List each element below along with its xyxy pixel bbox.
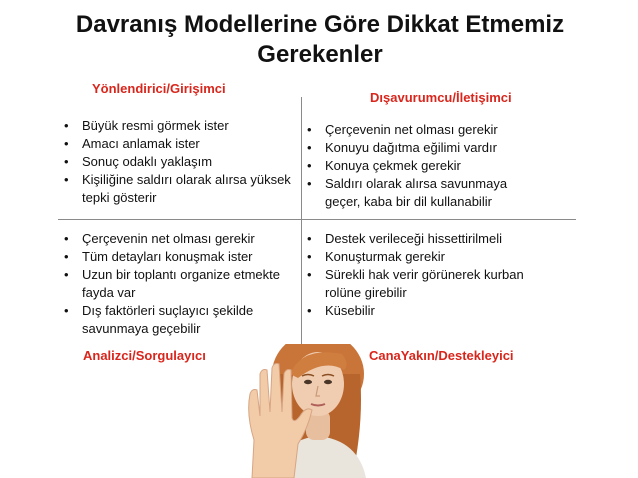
slide-title: Davranış Modellerine Göre Dikkat Etmemiz Gerekenler: [75, 11, 565, 68]
list-item: • Sürekli hak verir görünerek kurban rolüne girebilir: [303, 266, 535, 302]
list-item: • Dış faktörleri suçlayıcı şekilde savunmaya geçebilir: [60, 302, 296, 338]
woman-stop-hand-image: [232, 344, 372, 478]
label-bottom-right: CanaYakın/Destekleyici: [369, 348, 514, 363]
label-top-left: Yönlendirici/Girişimci: [92, 81, 226, 96]
list-item: • Amacı anlamak ister: [60, 135, 296, 153]
list-item: • Kişiliğine saldırı olarak alırsa yüksek tepki gösterir: [60, 171, 296, 207]
horizontal-divider: [58, 219, 576, 220]
list-item: • Uzun bir toplantı organize etmekte fayda var: [60, 266, 296, 302]
quadrant-bottom-right: [303, 230, 535, 320]
vertical-divider: [301, 97, 302, 344]
label-top-right: Dışavurumcu/İletişimci: [370, 90, 512, 105]
quadrant-bottom-left: [60, 230, 296, 338]
list-item: • Sonuç odaklı yaklaşım: [60, 153, 296, 171]
quadrant-top-right: [303, 121, 535, 211]
quadrant-top-left: [60, 117, 296, 207]
list-item: • Saldırı olarak alırsa savunmaya geçer, kaba bir dil kullanabilir: [303, 175, 535, 211]
list-item: • Çerçevenin net olması gerekir: [60, 230, 296, 248]
list-item: • Tüm detayları konuşmak ister: [60, 248, 296, 266]
list-item: • Konuya çekmek gerekir: [303, 157, 535, 175]
list-item: • Küsebilir: [303, 302, 535, 320]
list-item: • Büyük resmi görmek ister: [60, 117, 296, 135]
list-item: • Konuşturmak gerekir: [303, 248, 535, 266]
label-bottom-left: Analizci/Sorgulayıcı: [83, 348, 206, 363]
list-item: • Çerçevenin net olması gerekir: [303, 121, 535, 139]
list-item: • Konuyu dağıtma eğilimi vardır: [303, 139, 535, 157]
list-item: • Destek verileceği hissettirilmeli: [303, 230, 535, 248]
